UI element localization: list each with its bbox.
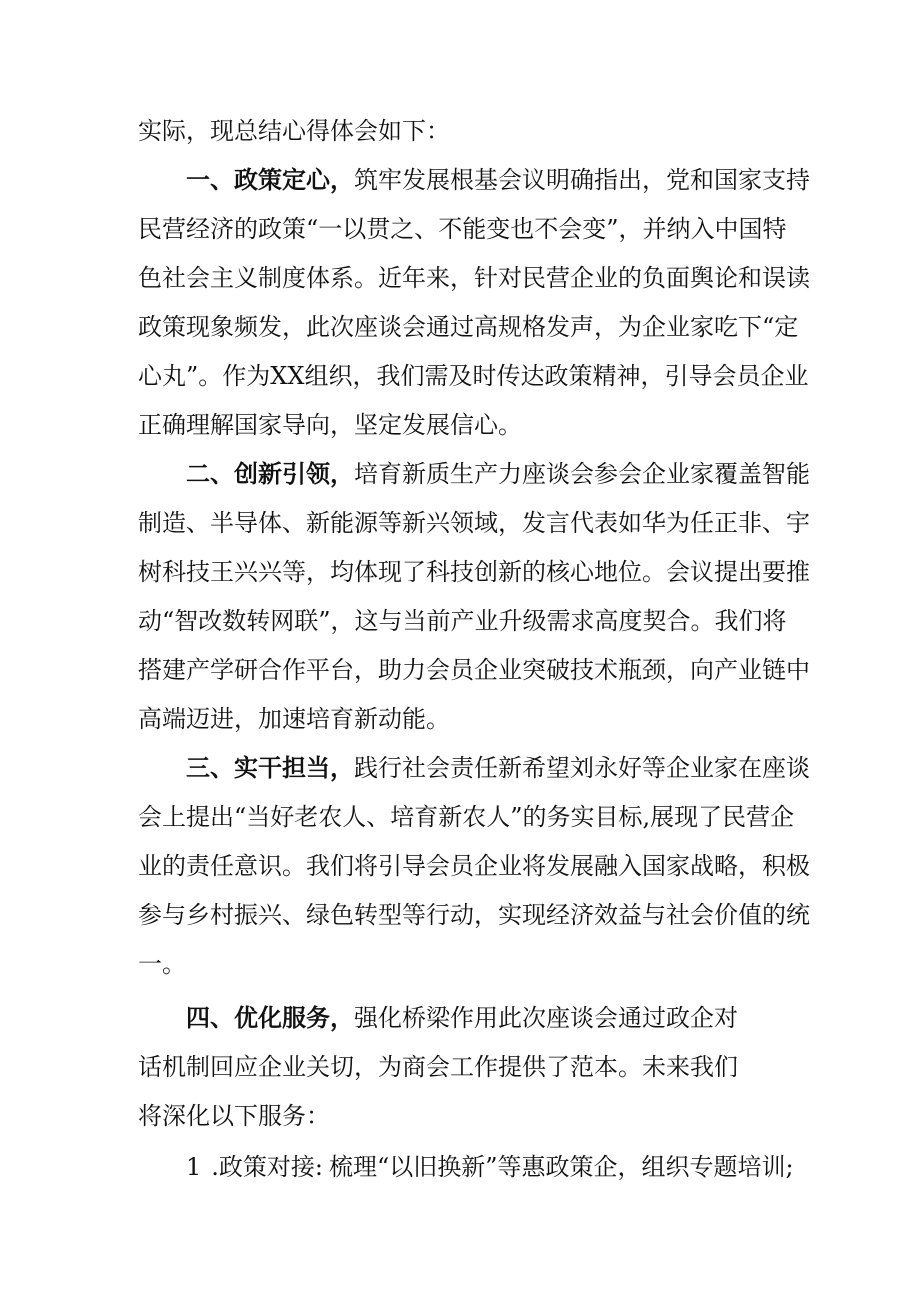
section-1-line-6: 正确理解国家导向，坚定发展信心。 [138,411,522,439]
section-1-heading: 一、政策定心， [186,166,354,194]
list-item-label: .政策对接: [211,1153,323,1181]
section-1-line-2: 民营经济的政策“一以贯之、不能变也不会变”，并纳入中国特 [138,215,787,243]
section-1-line-4: 政策现象频发，此次座谈会通过高规格发声，为企业家吃下“定 [138,313,799,341]
list-item-text: 梳理“以旧换新”等惠政策企，组织专题培训; [329,1153,794,1181]
section-4-heading: 四、优化服务， [186,1004,354,1032]
section-3-line-3: 业的责任意识。我们将引导会员企业将发展融入国家战略，积极 [138,852,810,880]
section-3-line-5: 一。 [138,950,186,978]
section-2-line-3: 树科技王兴兴等，均体现了科技创新的核心地位。会议提出要推 [138,558,810,586]
section-2-line-1: 培育新质生产力座谈会参会企业家覆盖智能 [354,460,810,488]
section-3-heading: 三、实干担当， [186,754,354,782]
section-2-line-5: 搭建产学研合作平台，助力会员企业突破技术瓶颈，向产业链中 [138,656,810,684]
section-3-line-2: 会上提出“当好老农人、培育新农人”的务实目标,展现了民营企 [138,803,795,831]
section-3-first-line [186,753,810,783]
list-item-number: 1 [186,1153,202,1181]
section-4-line-3: 将深化以下服务： [138,1102,330,1130]
section-4-line-1: 强化桥梁作用此次座谈会通过政企对 [354,1004,738,1032]
section-1-line-5: 心丸”。作为XX组织，我们需及时传达政策精神，引导会员企业 [138,362,809,390]
section-4-line-2: 话机制回应企业关切，为商会工作提供了范本。未来我们 [138,1053,738,1081]
section-1-line-1: 筑牢发展根基会议明确指出，党和国家支持 [354,166,810,194]
section-2-line-6: 高端迈进，加速培育新动能。 [138,705,450,733]
intro-line: 实际，现总结心得体会如下： [138,117,450,145]
section-2-line-4: 动“智改数转网联”，这与当前产业升级需求高度契合。我们将 [138,607,787,635]
section-3-line-4: 参与乡村振兴、绿色转型等行动，实现经济效益与社会价值的统 [138,901,810,929]
section-2-heading: 二、创新引领， [186,460,354,488]
section-2-line-2: 制造、半导体、新能源等新兴领域，发言代表如华为任正非、宇 [138,509,810,537]
section-3-line-1: 践行社会责任新希望刘永好等企业家在座谈 [354,754,810,782]
section-2-first-line [186,459,810,489]
section-1-first-line [186,165,810,195]
section-1-line-3: 色社会主义制度体系。近年来，针对民营企业的负面舆论和误读 [138,264,810,292]
list-item-1 [186,1152,794,1182]
section-4-first-line [186,1003,738,1033]
